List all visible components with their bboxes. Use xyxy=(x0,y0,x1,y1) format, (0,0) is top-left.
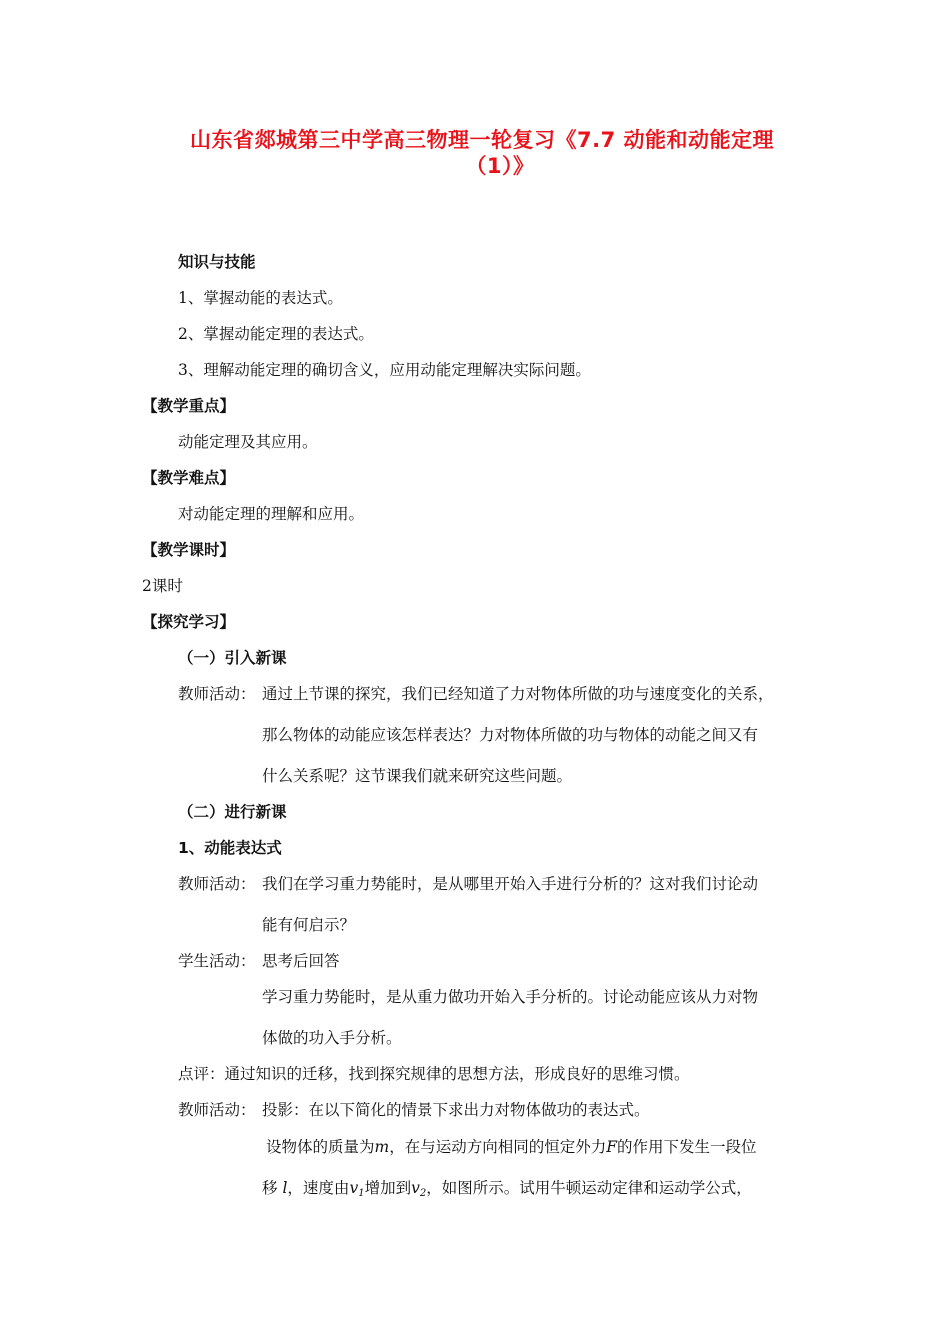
objective-item-2: 2、掌握动能定理的表达式。 xyxy=(178,325,374,343)
document-title-line1: 山东省郯城第三中学高三物理一轮复习《7.7 动能和动能定理 xyxy=(190,128,775,152)
scenario-text: 移 xyxy=(262,1179,278,1197)
student-activity-line: 体做的功入手分析。 xyxy=(262,1029,402,1047)
objective-item-3: 3、理解动能定理的确切含义，应用动能定理解决实际问题。 xyxy=(178,361,591,379)
teacher-activity-label: 教师活动： xyxy=(178,685,256,703)
student-activity-line: 学习重力势能时，是从重力做功开始入手分析的。讨论动能应该从力对物 xyxy=(262,988,759,1006)
hours-heading: 【教学课时】 xyxy=(142,541,236,559)
part2-heading: （二）进行新课 xyxy=(178,803,287,821)
velocity-symbol-1: v xyxy=(349,1179,359,1197)
teacher-activity-line: 投影：在以下简化的情景下求出力对物体做功的表达式。 xyxy=(262,1101,650,1119)
mass-symbol: m xyxy=(374,1138,390,1156)
difficulties-text: 对动能定理的理解和应用。 xyxy=(178,505,365,523)
student-activity-line: 思考后回答 xyxy=(262,952,340,970)
teacher-activity-label: 教师活动： xyxy=(178,1101,256,1119)
teacher-activity-label: 教师活动： xyxy=(178,875,256,893)
displacement-symbol: l xyxy=(282,1179,288,1197)
scenario-text: 设物体的质量为 xyxy=(266,1138,375,1156)
teacher-activity-line: 我们在学习重力势能时，是从哪里开始入手进行分析的？这对我们讨论动 xyxy=(262,875,759,893)
teacher-activity-line: 什么关系呢？这节课我们就来研究这些问题。 xyxy=(262,767,573,785)
key-points-text: 动能定理及其应用。 xyxy=(178,433,318,451)
subscript-2: 2 xyxy=(419,1188,427,1199)
document-title-line2: （1）》 xyxy=(465,154,535,178)
scenario-text: ，在与运动方向相同的恒定外力 xyxy=(389,1138,607,1156)
scenario-text: ，速度由 xyxy=(287,1179,350,1197)
student-activity-label: 学生活动： xyxy=(178,952,256,970)
hours-text: 2课时 xyxy=(142,577,183,595)
scenario-text: ，如图所示。试用牛顿运动定律和运动学公式， xyxy=(426,1179,752,1197)
difficulties-heading: 【教学难点】 xyxy=(142,469,236,487)
teacher-activity-line: 通过上节课的探究，我们已经知道了力对物体所做的功与速度变化的关系， xyxy=(262,685,774,703)
part1-heading: （一）引入新课 xyxy=(178,649,287,667)
scenario-line-2 xyxy=(262,1177,752,1205)
key-points-heading: 【教学重点】 xyxy=(142,397,236,415)
sub1-heading: 1、动能表达式 xyxy=(178,839,282,857)
scenario-text: 的作用下发生一段位 xyxy=(617,1138,757,1156)
subscript-1: 1 xyxy=(358,1188,365,1199)
teacher-activity-line: 那么物体的动能应该怎样表达？力对物体所做的功与物体的动能之间又有 xyxy=(262,726,759,744)
force-symbol: F xyxy=(606,1138,617,1156)
scenario-text: 增加到 xyxy=(364,1179,412,1197)
comment-text: 点评：通过知识的迁移，找到探究规律的思想方法，形成良好的思维习惯。 xyxy=(178,1065,690,1083)
inquiry-heading: 【探究学习】 xyxy=(142,613,236,631)
teacher-activity-line: 能有何启示？ xyxy=(262,916,356,934)
objectives-heading: 知识与技能 xyxy=(178,253,256,271)
objective-item-1: 1、掌握动能的表达式。 xyxy=(178,289,343,307)
scenario-line-1 xyxy=(266,1136,757,1158)
velocity-symbol-2: v xyxy=(411,1179,420,1197)
